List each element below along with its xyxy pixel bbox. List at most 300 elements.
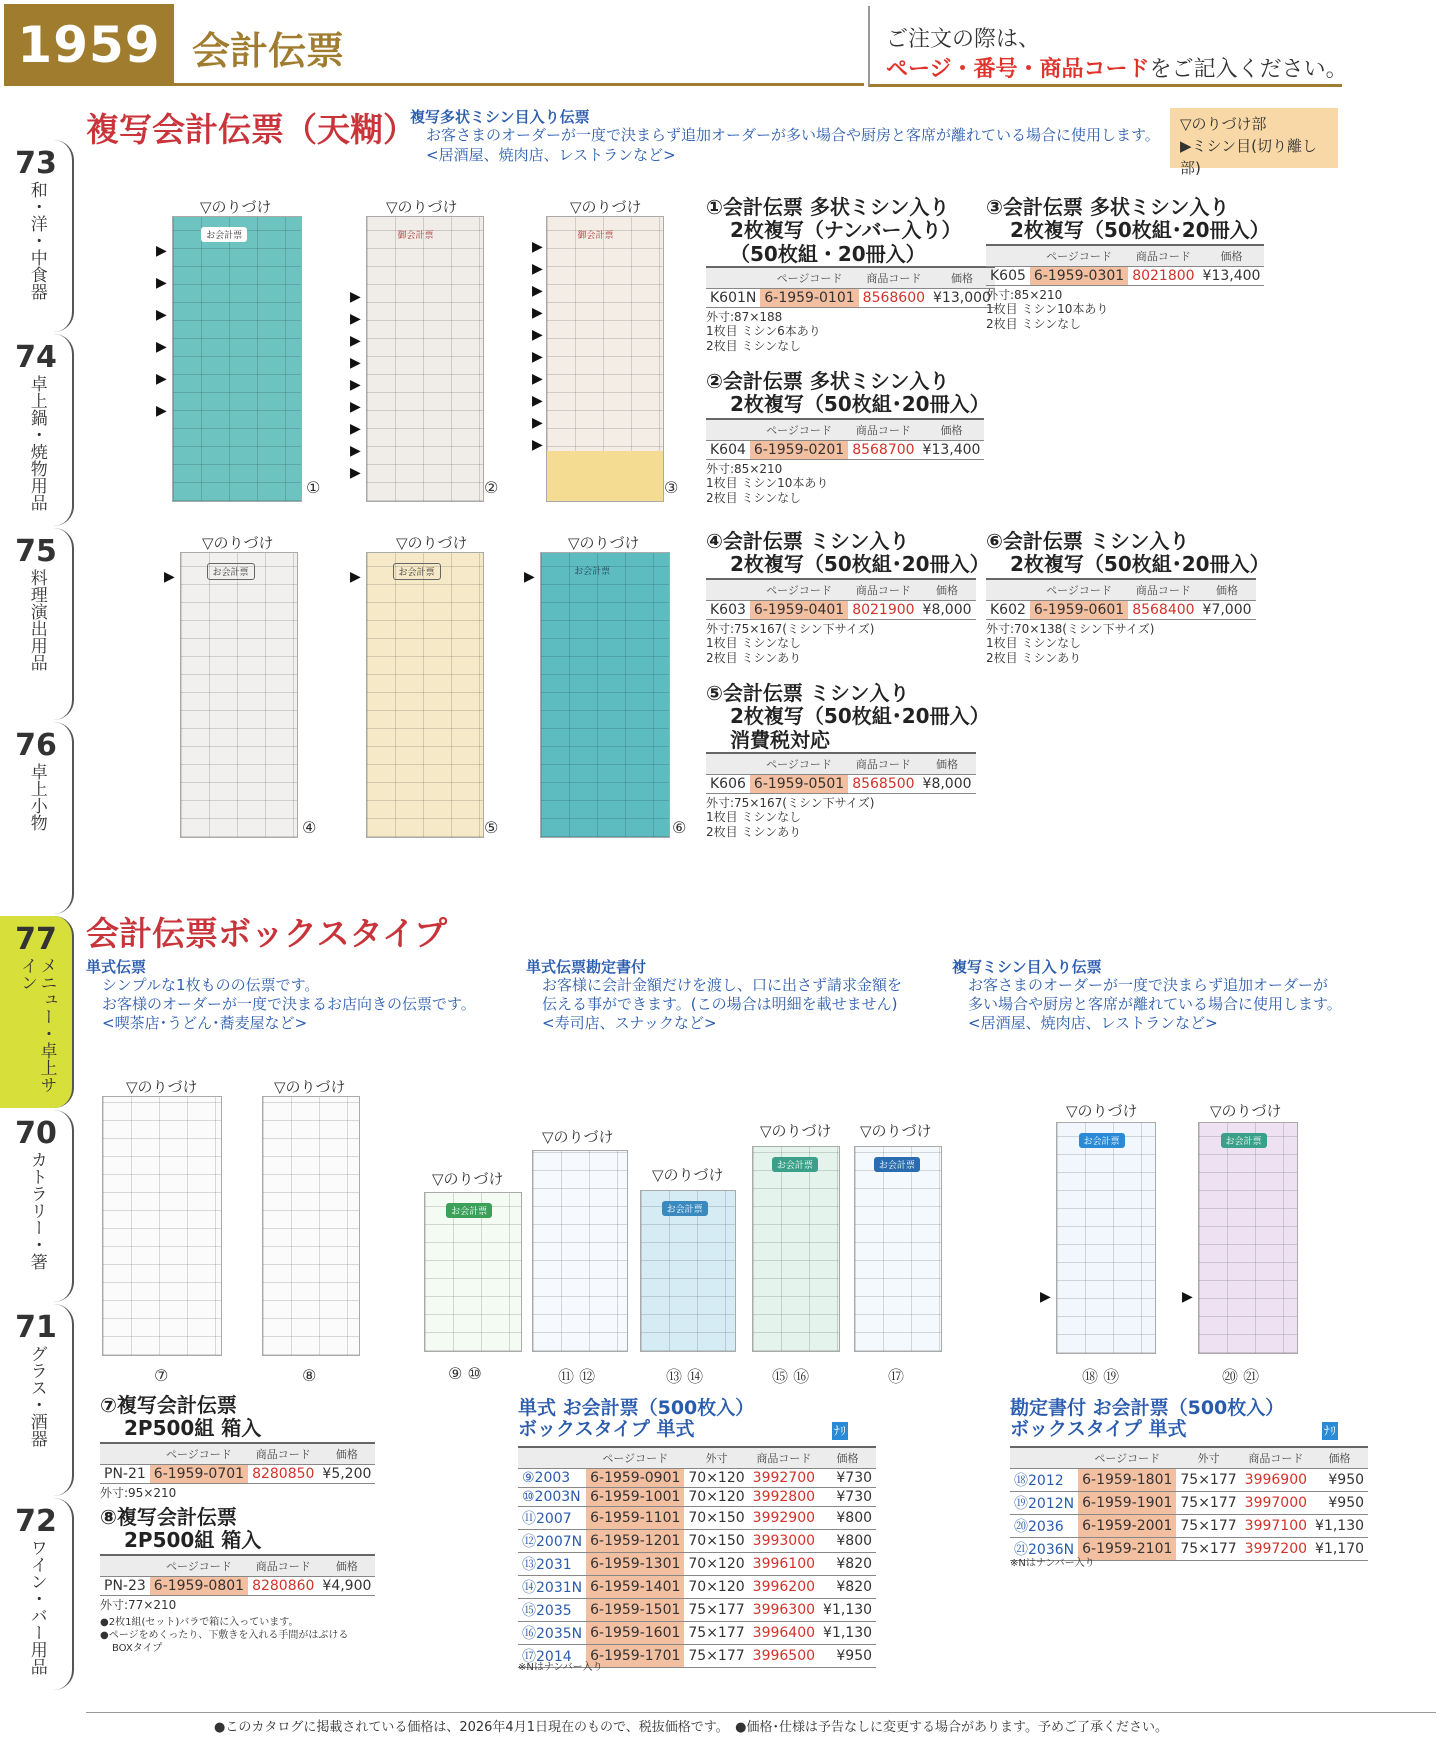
glue-label: ▽のりづけ [200,198,272,216]
product-2-table [706,418,984,460]
col-header: 商品コード [1128,579,1198,601]
box2-note: ※Nはナンバー入り [1010,1558,1095,1569]
tab-number: 74 [15,340,57,375]
item-code: K605 [986,267,1030,286]
perforation-arrow-icon: ▶ [156,371,167,387]
col-header: 価格 [919,579,976,601]
desc-c-head: 複写ミシン目入り伝票 [952,958,1102,976]
desc-line: <喫茶店･うどん･蕎麦屋など> [102,1013,308,1032]
page-code: 6-1959-0501 [750,775,848,794]
product-2-title [706,370,990,417]
spec-line: 外寸:85×210 [706,462,783,476]
cell-size: 75×177 [1176,1515,1240,1538]
spec-line: 外寸:75×167(ミシン下サイズ) [706,796,875,810]
form-1-image [172,216,302,502]
title-line: 消費税対応 [730,727,830,752]
item-number: ⑰ [888,1367,905,1386]
col-header: 商品コード [749,1447,819,1469]
form-title: お会計票 [393,563,441,580]
price: ¥5,200 [318,1465,375,1484]
spec-line: 外寸:70×138(ミシン下サイズ) [986,622,1155,636]
title-line: ⑦複写会計伝票 [100,1393,237,1417]
form-11-image [532,1150,628,1352]
col-header: 価格 [1199,579,1256,601]
page-number: 1959 [4,4,174,86]
form-footer-band [547,451,663,501]
cell-pr: ¥950 [1311,1469,1368,1492]
product-code: 8280850 [248,1465,318,1484]
cell-size: 70×120 [684,1488,748,1507]
product-4-spec [706,622,874,665]
desc-line: お客様に会計金額だけを渡し、口に出さず請求金額を [542,976,903,994]
cell-item: ⑱2012 [1010,1469,1078,1492]
desc-line: 多い場合や厨房と客席が離れている場合に使用します。 [968,994,1342,1013]
perforation-arrow-icon: ▶ [350,377,361,393]
box2-title [1010,1398,1284,1441]
tab-number: 72 [15,1504,57,1539]
form-13-image [640,1190,736,1352]
perforation-arrow-icon: ▶ [532,415,543,431]
cell-size: 75×177 [684,1645,748,1668]
col-header: ページコード [760,267,858,289]
item-number: ⑤ [484,818,499,837]
col-header: ページコード [750,753,848,775]
cell-item: ⑩2003N [518,1488,586,1507]
note-line: ●2枚1組(セット)バラで箱に入っています。 [100,1617,299,1628]
cell-pr: ¥820 [819,1553,876,1576]
cell-pc: 6-1959-1601 [586,1622,684,1645]
price: ¥13,400 [1199,267,1265,286]
col-header: 商品コード [248,1443,318,1465]
cell-pc: 6-1959-1901 [1078,1492,1176,1515]
col-header: 商品コード [1241,1447,1311,1469]
perforation-arrow-icon: ▶ [350,289,361,305]
table-row [1010,1492,1368,1515]
footer-rule [86,1712,1436,1713]
cell-pc: 6-1959-0901 [586,1469,684,1488]
numbered-badge: ﾅﾘ [1323,1424,1336,1438]
legend-perforation: ▶ミシン目(切り離し部) [1180,136,1318,177]
tab-label: メニュー・卓上サイン [17,957,57,1093]
desc-line: <寿司店、スナックなど> [542,1013,717,1032]
cell-item: ⑬2031 [518,1553,586,1576]
col-header: 商品コード [1128,245,1198,267]
item-number: ⑳ ㉑ [1222,1367,1260,1386]
spec-line: 1枚目 ミシンなし [986,636,1082,651]
title-line: 2枚複写（50枚組･20冊入） [1010,218,1270,243]
item-code: K601N [706,289,760,308]
cell-size: 75×177 [684,1599,748,1622]
title-line: 2枚複写（50枚組･20冊入） [730,704,990,729]
cell-item: ⑰2014 [518,1645,586,1668]
table-row [518,1553,876,1576]
page-code: 6-1959-0601 [1030,601,1128,620]
spec-line: 外寸:75×167(ミシン下サイズ) [706,622,875,636]
item-number: ⑮ ⑯ [772,1367,810,1386]
side-tab-73[interactable] [0,140,74,332]
product-6-spec [986,622,1154,665]
cell-cd: 3993000 [749,1530,819,1553]
cell-size: 75×177 [1176,1492,1240,1515]
cell-size: 75×177 [684,1622,748,1645]
cell-item: ⑮2035 [518,1599,586,1622]
page-code: 6-1959-0101 [760,289,858,308]
cell-cd: 3997000 [1241,1492,1311,1515]
item-number: ⑦ [154,1366,169,1385]
order-note-red: ページ・番号・商品コード [886,57,1150,82]
col-header: 価格 [919,419,985,441]
spec-line: 2枚目 ミシンなし [706,338,802,353]
form-17-image [854,1146,942,1352]
perforation-arrow-icon: ▶ [532,305,543,321]
cell-pr: ¥730 [819,1488,876,1507]
item-number: ⑪ ⑫ [558,1367,596,1386]
perforation-arrow-icon: ▶ [524,569,535,585]
table-row [1010,1469,1368,1492]
form-title: 御会計票 [397,231,434,241]
perforation-arrow-icon: ▶ [532,261,543,277]
title-line: 2枚複写（50枚組･20冊入） [730,392,990,417]
glue-label: ▽のりづけ [126,1078,198,1096]
product-6-table [986,578,1256,620]
glue-label: ▽のりづけ [652,1166,724,1184]
form-20-image [1198,1122,1298,1354]
form-title: 御会計票 [577,231,614,241]
title-line: ②会計伝票 多状ミシン入り [706,369,950,393]
product-8-table [100,1554,375,1596]
spec-line: 2枚目 ミシンなし [986,316,1082,331]
tab-number: 75 [15,534,57,569]
side-tab-76[interactable] [0,722,74,914]
table-row [518,1530,876,1553]
title-line: （50枚組・20冊入） [730,241,926,266]
price: ¥8,000 [919,775,976,794]
cell-pr: ¥950 [1311,1492,1368,1515]
cell-pr: ¥1,130 [819,1599,876,1622]
price: ¥13,400 [919,441,985,460]
col-header: 外寸 [1176,1447,1240,1469]
form-9-image [424,1192,522,1352]
cell-cd: 3996900 [1241,1469,1311,1492]
tab-number: 71 [15,1310,57,1345]
cell-item: ⑭2031N [518,1576,586,1599]
price: ¥7,000 [1199,601,1256,620]
cell-item: ⑲2012N [1010,1492,1078,1515]
item-code: K604 [706,441,750,460]
legend-box [1170,108,1338,177]
col-header: 商品コード [848,419,918,441]
cell-item: ㉑2036N [1010,1538,1078,1561]
cell-cd: 3996200 [749,1576,819,1599]
section1-desc2: <居酒屋、焼肉店、レストランなど> [426,146,676,164]
col-header: 商品コード [248,1555,318,1577]
tab-label: グラス・酒器 [26,1345,47,1447]
title-line: ボックスタイプ 単式 [518,1418,695,1441]
cell-pc: 6-1959-1301 [586,1553,684,1576]
glue-label: ▽のりづけ [570,198,642,216]
price: ¥8,000 [919,601,976,620]
side-tab-74[interactable] [0,334,74,526]
form-5-image [366,552,484,838]
desc-line: お客様のオーダーが一度で決まるお店向きの伝票です。 [102,994,476,1013]
col-header: 価格 [318,1443,375,1465]
section1-desc1: お客さまのオーダーが一度で決まらず追加オーダーが多い場合や厨房と客席が離れている場合に使用します。 [426,126,1160,144]
perforation-arrow-icon: ▶ [1040,1289,1051,1305]
cell-size: 70×150 [684,1530,748,1553]
glue-label: ▽のりづけ [1210,1102,1282,1120]
cell-pr: ¥1,130 [1311,1515,1368,1538]
box1-note: ※Nはナンバー入り [518,1662,603,1673]
spec-line: 2枚目 ミシンあり [706,824,802,839]
cell-pr: ¥820 [819,1576,876,1599]
tab-label: ワイン・バー用品 [26,1539,47,1675]
tab-label: カトラリー・箸 [26,1151,47,1270]
perforation-arrow-icon: ▶ [532,239,543,255]
tab-number: 70 [15,1116,57,1151]
form-title: お会計票 [662,1201,708,1216]
product-5-title [706,682,990,752]
glue-label: ▽のりづけ [760,1122,832,1140]
title-line: ⑥会計伝票 ミシン入り [986,529,1190,553]
spec-line: 2枚目 ミシンなし [706,490,802,505]
price: ¥4,900 [318,1577,375,1596]
col-header: ページコード [586,1447,684,1469]
item-code: K603 [706,601,750,620]
cell-item: ⑳2036 [1010,1515,1078,1538]
title-line: ボックスタイプ 単式 [1010,1418,1187,1441]
spec-line: 1枚目 ミシン10本あり [986,302,1109,317]
cell-pr: ¥800 [819,1530,876,1553]
product-code: 8568400 [1128,601,1198,620]
cell-cd: 3996300 [749,1599,819,1622]
title-line: 2枚複写（50枚組･20冊入） [1010,552,1270,577]
cell-pc: 6-1959-2101 [1078,1538,1176,1561]
glue-label: ▽のりづけ [860,1122,932,1140]
order-note-line1: ご注文の際は、 [886,27,1041,52]
side-tab-75[interactable] [0,528,74,720]
cell-cd: 3996400 [749,1622,819,1645]
item-number: ② [484,478,499,497]
box2-table [1010,1446,1368,1561]
desc-c [968,976,1342,1032]
perforation-arrow-icon: ▶ [532,371,543,387]
glue-label: ▽のりづけ [396,534,468,552]
col-header: 価格 [1311,1447,1368,1469]
col-header: 価格 [318,1555,375,1577]
side-tab-71[interactable] [0,1304,74,1496]
product-8-spec: 外寸:77×210 [100,1598,177,1612]
item-number: ⑧ [302,1366,317,1385]
perforation-arrow-icon: ▶ [156,307,167,323]
cell-item: ⑨2003 [518,1469,586,1488]
side-tab-77[interactable] [0,916,74,1108]
price: ¥13,000 [929,289,995,308]
footer-note: ●このカタログに掲載されている価格は、2026年4月1日現在のもので、税抜価格です。 ●価格･仕様は予告なしに変更する場合があります。予めご了承ください。 [214,1720,1168,1735]
tab-label: 卓上鍋・焼物用品 [26,375,47,511]
tab-number: 73 [15,146,57,181]
cell-pr: ¥800 [819,1507,876,1530]
item-code: K606 [706,775,750,794]
item-code: K602 [986,601,1030,620]
cell-pc: 6-1959-1801 [1078,1469,1176,1492]
title-line: ⑧複写会計伝票 [100,1505,237,1529]
spec-line: 1枚目 ミシンなし [706,810,802,825]
product-7-table [100,1442,375,1484]
cell-pc: 6-1959-1401 [586,1576,684,1599]
cell-cd: 3992700 [749,1469,819,1488]
perforation-arrow-icon: ▶ [156,243,167,259]
title-line: 2枚複写（50枚組･20冊入） [730,552,990,577]
product-3-table [986,244,1264,286]
perforation-arrow-icon: ▶ [350,465,361,481]
product-6-title [986,530,1270,577]
col-header: 価格 [1199,245,1265,267]
cell-pr: ¥1,130 [819,1622,876,1645]
col-header: 商品コード [848,579,918,601]
page-code: 6-1959-0701 [150,1465,248,1484]
item-number: ① [306,478,321,497]
product-3-spec [986,288,1108,331]
perforation-arrow-icon: ▶ [156,275,167,291]
section2-title: 会計伝票ボックスタイプ [86,914,448,953]
product-8-notes [100,1616,348,1655]
product-1-table [706,266,995,308]
perforation-arrow-icon: ▶ [350,421,361,437]
title-line: ⑤会計伝票 ミシン入り [706,681,910,705]
table-row [518,1469,876,1488]
title-line: 2P500組 箱入 [124,1416,262,1441]
title-line: 単式 お会計票（500枚入） [518,1397,755,1419]
cell-item: ⑪2007 [518,1507,586,1530]
perforation-arrow-icon: ▶ [164,569,175,585]
form-2-image [366,216,484,502]
spec-line: 外寸:85×210 [986,288,1063,302]
product-4-title [706,530,990,577]
col-header: ページコード [1078,1447,1176,1469]
item-number: ⑱ ⑲ [1082,1367,1120,1386]
cell-pc: 6-1959-1001 [586,1488,684,1507]
product-7-spec: 外寸:95×210 [100,1486,177,1500]
cell-size: 70×120 [684,1553,748,1576]
product-1-spec [706,310,821,353]
spec-line: 2枚目 ミシンあり [706,650,802,665]
page-title: 会計伝票 [192,29,345,73]
perforation-arrow-icon: ▶ [350,333,361,349]
spec-line: 1枚目 ミシン10本あり [706,476,829,491]
col-header: 価格 [929,267,995,289]
cell-pc: 6-1959-1101 [586,1507,684,1530]
col-header: ページコード [750,579,848,601]
perforation-arrow-icon: ▶ [156,403,167,419]
form-8-image [262,1096,360,1356]
product-code: 8021900 [848,601,918,620]
tab-label: 卓上小物 [26,763,47,831]
item-number: ⑬ ⑭ [666,1367,704,1386]
cell-pc: 6-1959-1501 [586,1599,684,1622]
glue-label: ▽のりづけ [542,1128,614,1146]
cell-cd: 3996500 [749,1645,819,1668]
col-header: 商品コード [848,753,918,775]
col-header: ページコード [150,1443,248,1465]
side-tab-70[interactable] [0,1110,74,1302]
desc-line: お客さまのオーダーが一度で決まらず追加オーダーが [968,976,1329,994]
desc-line: <居酒屋、焼肉店、レストランなど> [968,1013,1218,1032]
table-row [518,1507,876,1530]
cell-pr: ¥730 [819,1469,876,1488]
cell-pc: 6-1959-2001 [1078,1515,1176,1538]
table-row [518,1488,876,1507]
title-line: ①会計伝票 多状ミシン入り [706,195,950,219]
note-line: ●ページをめくったり、下敷きを入れる手間がはぶける [100,1630,349,1641]
form-7-image [102,1096,222,1356]
section1-lead: 複写多状ミシン目入り伝票 [410,108,590,126]
title-line: 勘定書付 お会計票（500枚入） [1010,1397,1285,1419]
form-6-image [540,552,670,838]
cell-size: 70×120 [684,1469,748,1488]
cell-size: 75×177 [1176,1538,1240,1561]
product-8-title [100,1506,261,1553]
form-title: お会計票 [1221,1133,1267,1148]
perforation-arrow-icon: ▶ [350,569,361,585]
form-title: お会計票 [772,1157,818,1172]
form-title: お会計票 [201,227,247,242]
page-code: 6-1959-0401 [750,601,848,620]
item-code: PN-21 [100,1465,150,1484]
legend-glue: ▽のりづけ部 [1180,115,1267,133]
tab-number: 76 [15,728,57,763]
product-3-title [986,196,1270,243]
cell-cd: 3992900 [749,1507,819,1530]
cell-pr: ¥950 [819,1645,876,1668]
cell-pc: 6-1959-1701 [586,1645,684,1668]
desc-a-head: 単式伝票 [86,958,147,976]
product-2-spec [706,462,828,505]
product-code: 8568500 [848,775,918,794]
product-7-title [100,1394,261,1441]
item-number: ⑨ ⑩ [448,1364,482,1383]
product-4-table [706,578,976,620]
perforation-arrow-icon: ▶ [532,393,543,409]
table-row [1010,1515,1368,1538]
col-header: 価格 [819,1447,876,1469]
perforation-arrow-icon: ▶ [1182,1289,1193,1305]
perforation-arrow-icon: ▶ [350,355,361,371]
perforation-arrow-icon: ▶ [350,399,361,415]
page-code: 6-1959-0201 [750,441,848,460]
glue-label: ▽のりづけ [1066,1102,1138,1120]
col-header: 商品コード [859,267,929,289]
form-3-image [546,216,664,502]
spec-line: 2枚目 ミシンあり [986,650,1082,665]
item-number: ⑥ [672,818,687,837]
page-code: 6-1959-0301 [1030,267,1128,286]
table-row [518,1576,876,1599]
col-header: ページコード [1030,245,1128,267]
cell-item: ⑯2035N [518,1622,586,1645]
side-tab-72[interactable] [0,1498,74,1690]
form-18-image [1056,1122,1156,1354]
form-title: お会計票 [874,1157,920,1172]
product-5-spec [706,796,874,839]
section1-title: 複写会計伝票（天糊） [86,110,416,149]
box1-title [518,1398,754,1441]
item-number: ④ [302,818,317,837]
tab-label: 和・洋・中食器 [26,181,47,300]
item-number: ③ [664,478,679,497]
tab-number: 77 [15,922,57,957]
table-row [518,1622,876,1645]
form-title: お会計票 [574,567,611,577]
